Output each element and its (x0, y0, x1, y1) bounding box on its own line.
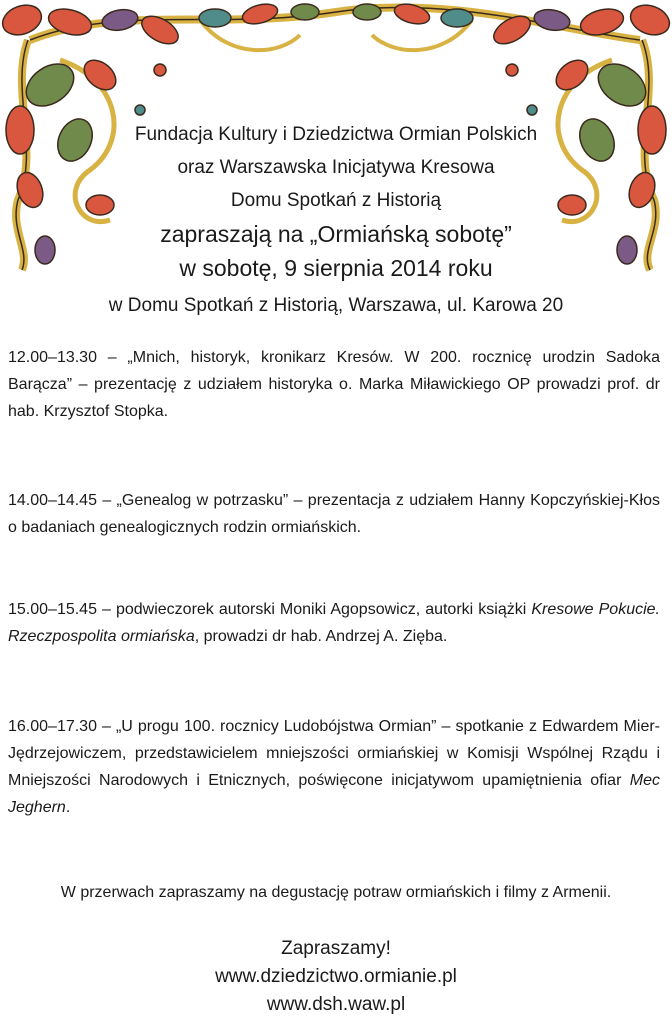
program-item-4-text: 16.00–17.30 – „U progu 100. rocznicy Ludobójstwa Ormian” – spotkanie z Edwardem Mier-Jędrzejowiczem, przedstawicielem mniejszości ormiańskiej w Komisji Wspólnej Rządu i Mniejszości Narodowych i Etnicznych, poświęcone inicjatywom upamiętnienia ofiar (8, 718, 660, 789)
program-item-2: 14.00–14.45 – „Genealog w potrzasku” – prezentacja z udziałem Hanny Kopczyńskiej-Kłos o badaniach genealogicznych rodzin ormiańskich. (8, 492, 660, 536)
commemoration-title: Mec Jeghern (8, 772, 660, 816)
program-item-1: 12.00–13.30 – „Mnich, historyk, kronikarz Kresów. W 200. rocznicę urodzin Sadoka Barącza” – prezentację z udziałem historyka o. Marka Miławickiego OP prowadzi prof. dr hab. Krzysztof Stopka. (8, 349, 660, 420)
organizer-line-2: oraz Warszawska Inicjatywa Kresowa (177, 157, 495, 178)
organizer-line-1: Fundacja Kultury i Dziedzictwa Ormian Polskich (134, 124, 538, 145)
event-address: w Domu Spotkań z Historią, Warszawa, ul. Karowa 20 (108, 295, 564, 316)
invitation-title: zapraszają na „Ormiańską sobotę” (160, 221, 512, 247)
website-link-1[interactable]: www.dziedzictwo.ormianie.pl (215, 966, 457, 987)
program-item-4-text-end: . (65, 799, 71, 816)
invite-text: Zapraszamy! (281, 938, 391, 959)
break-note: W przerwach zapraszamy na degustację potraw ormiańskich i filmy z Armenii. (60, 884, 612, 901)
book-title: Kresowe Pokucie. Rzeczpospolita ormiańska (8, 601, 660, 645)
event-date: w sobotę, 9 sierpnia 2014 roku (179, 255, 493, 281)
event-header (0, 118, 672, 325)
program-item-3 (8, 596, 660, 650)
website-link-2[interactable]: www.dsh.waw.pl (266, 994, 406, 1015)
program-item-3-text: 15.00–15.45 – podwieczorek autorski Moniki Agopsowicz, autorki książki (8, 601, 532, 618)
program-item-3-text-end: , prowadzi dr hab. Andrzej A. Zięba. (194, 628, 448, 645)
program-item-4 (8, 713, 660, 821)
footer (0, 935, 672, 1019)
organizer-line-3: Domu Spotkań z Historią (230, 190, 442, 211)
